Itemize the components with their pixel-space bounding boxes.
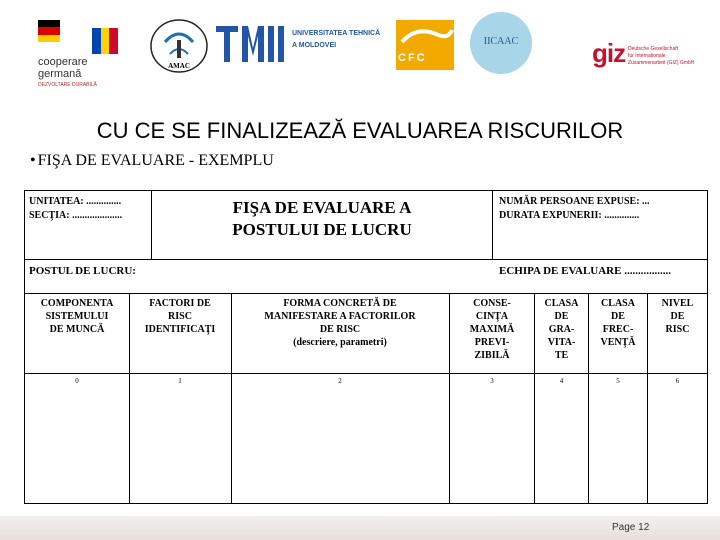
evaluation-form: [24, 190, 708, 504]
echipa-field: ECHIPA DE EVALUARE .................: [499, 265, 671, 277]
iicaac-label: IICAAC: [483, 36, 519, 47]
form-title: [152, 197, 492, 241]
moldova-flag-icon: [92, 28, 118, 54]
col-num-3: 3: [490, 377, 494, 385]
col-head-line: CONSE-: [473, 298, 511, 309]
col-head-line: RISC: [665, 324, 690, 335]
cfc-square: [396, 20, 454, 70]
bullet-icon: •: [30, 152, 36, 169]
col-head-4: [535, 297, 588, 362]
col-head-line: VENŢĂ: [600, 337, 636, 348]
utm-emblem-icon: [214, 22, 290, 66]
col-head-line: CINŢA: [475, 311, 509, 322]
amac-logo: [148, 18, 210, 78]
coop-line3: DEZVOLTARE DURABILĂ: [38, 82, 97, 88]
utm-line1: UNIVERSITATEA TEHNICĂ: [292, 30, 381, 37]
col-head-line: ZIBILĂ: [474, 350, 510, 361]
col-head-line: CLASA: [601, 298, 635, 309]
utm-line2: A MOLDOVEI: [292, 42, 337, 49]
persoane-field: NUMĂR PERSOANE EXPUSE: ...: [499, 196, 650, 207]
col-head-5: [589, 297, 647, 349]
page-number: Page 12: [612, 522, 650, 533]
cfc-logo: [396, 12, 478, 72]
col-head-line: RISC: [168, 311, 192, 322]
col-num-6: 6: [675, 377, 680, 385]
subtitle-text: FIŞA DE EVALUARE - EXEMPLU: [37, 152, 274, 169]
sectie-field: SECŢIA: ....................: [29, 210, 123, 221]
amac-label: AMAC: [168, 62, 190, 70]
col-head-line: DE: [554, 311, 569, 322]
giz-line2: für Internationale: [628, 53, 666, 59]
col-head-line: (descriere, parametri): [293, 337, 387, 348]
form-divider: [25, 373, 707, 374]
col-head-line: VITA-: [547, 337, 576, 348]
col-head-line: PREVI-: [474, 337, 510, 348]
cooperare-germana-logo: [32, 20, 128, 88]
giz-line3: Zusammenarbeit (GIZ) GmbH: [628, 60, 695, 66]
col-head-6: [648, 297, 707, 336]
slide-title: CU CE SE FINALIZEAZĂ EVALUAREA RISCURILOR: [96, 118, 624, 143]
german-flag-icon: [38, 20, 60, 42]
unitate-field: UNITATEA: ..............: [29, 196, 122, 207]
col-num-4: 4: [559, 377, 564, 385]
col-head-line: MAXIMĂ: [469, 324, 515, 335]
cfc-swirl-icon: [396, 24, 454, 54]
col-head-line: DE: [611, 311, 625, 322]
col-head-line: IDENTIFICAŢI: [144, 324, 216, 335]
col-head-line: TE: [554, 350, 569, 361]
col-head-1: [130, 297, 230, 336]
col-head-line: DE MUNCĂ: [49, 324, 105, 335]
postul-field: POSTUL DE LUCRU:: [29, 265, 136, 277]
form-divider: [25, 259, 707, 260]
col-num-5: 5: [616, 377, 620, 385]
form-title-line1: FIŞA DE EVALUARE A: [232, 198, 412, 217]
col-head-line: DE RISC: [319, 324, 361, 335]
form-divider: [492, 191, 493, 259]
col-head-2: [232, 297, 448, 349]
form-divider: [25, 503, 707, 504]
cfc-label: CFC: [398, 52, 427, 64]
col-head-line: COMPONENTA: [40, 298, 114, 309]
giz-line1: Deutsche Gesellschaft: [628, 46, 679, 52]
col-num-1: 1: [178, 377, 182, 385]
col-head-line: NIVEL: [661, 298, 694, 309]
col-head-line: MANIFESTARE A FACTORILOR: [264, 311, 416, 322]
col-num-2: 2: [338, 377, 342, 385]
logo-header: [0, 0, 720, 92]
col-num-0: 0: [75, 377, 79, 385]
col-head-line: FORMA CONCRETĂ DE: [283, 298, 397, 309]
durata-field: DURATA EXPUNERII: ..............: [499, 210, 640, 221]
col-head-line: FREC-: [602, 324, 634, 335]
form-divider: [25, 293, 707, 294]
col-head-0: [27, 297, 127, 336]
col-head-line: FACTORI DE: [149, 298, 211, 309]
col-head-line: DE: [670, 311, 685, 322]
col-head-3: [450, 297, 534, 362]
col-head-line: GRA-: [548, 324, 575, 335]
utm-logo: [214, 22, 394, 72]
slide-subtitle: [30, 152, 274, 170]
coop-line2: germană: [38, 68, 82, 80]
col-head-line: SISTEMULUI: [45, 311, 109, 322]
giz-mark: giz: [592, 38, 626, 68]
iicaac-logo: [470, 12, 532, 74]
coop-line1: cooperare: [38, 56, 88, 68]
giz-logo: [592, 38, 708, 74]
col-head-line: CLASA: [544, 298, 579, 309]
form-title-line2: POSTULUI DE LUCRU: [232, 220, 412, 239]
